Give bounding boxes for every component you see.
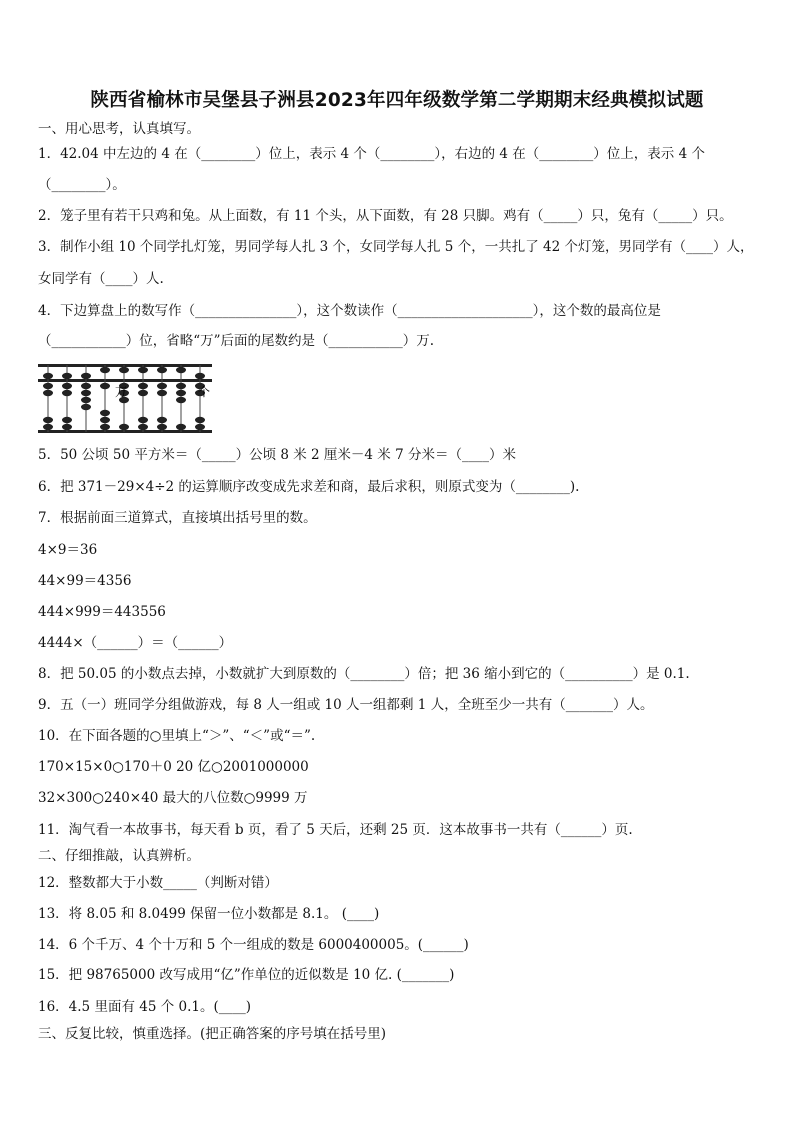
abacus-lower-bead	[100, 417, 110, 423]
question-7-eq-2: 44×99＝4356	[38, 573, 132, 589]
abacus-lower-bead	[195, 424, 205, 430]
section-2-heading: 二、仔细推敲，认真辨析。	[38, 848, 200, 864]
question-4-line-1: 4．下边算盘上的数写作（_______________），这个数读作（____________________），这个数的最高位是	[38, 303, 661, 319]
abacus-lower-bead	[138, 417, 148, 423]
abacus-lower-bead	[62, 417, 72, 423]
question-2: 2．笼子里有若干只鸡和兔。从上面数，有 11 个头，从下面数，有 28 只脚。鸡有（_____）只，兔有（_____）只。	[38, 208, 733, 224]
question-16: 16．4.5 里面有 45 个 0.1。(____)	[38, 999, 251, 1015]
abacus-lower-bead	[81, 397, 91, 403]
abacus-upper-bead	[119, 367, 129, 373]
abacus-lower-bead	[62, 383, 72, 389]
abacus-lower-bead	[176, 424, 186, 430]
section-3-heading: 三、反复比较，慎重选择。(把正确答案的序号填在括号里)	[38, 1026, 387, 1042]
abacus-lower-bead	[81, 404, 91, 410]
abacus-lower-bead	[43, 383, 53, 389]
abacus-bottom-frame	[38, 430, 212, 433]
question-12: 12．整数都大于小数_____（判断对错）	[38, 875, 278, 891]
question-7-eq-1: 4×9＝36	[38, 542, 98, 558]
abacus-lower-bead	[62, 390, 72, 396]
question-1-line-1: 1．42.04 中左边的 4 在（________）位上，表示 4 个（________），右边的 4 在（________）位上，表示 4 个	[38, 146, 705, 162]
abacus-lower-bead	[157, 417, 167, 423]
abacus-lower-bead	[176, 383, 186, 389]
question-7-eq-3: 444×999＝443556	[38, 604, 166, 620]
abacus-lower-bead	[176, 397, 186, 403]
question-3-line-2: 女同学有（____）人.	[38, 271, 164, 287]
question-7-eq-4: 4444×（______）＝（______）	[38, 635, 233, 651]
question-4-line-2: （___________）位，省略“万”后面的尾数约是（___________）万.	[38, 333, 435, 349]
question-14: 14．6 个千万、4 个十万和 5 个一组成的数是 6000400005。(______)	[38, 937, 469, 953]
abacus-figure	[38, 360, 214, 436]
abacus-upper-bead	[81, 373, 91, 379]
abacus-upper-bead	[157, 367, 167, 373]
abacus-lower-bead	[62, 424, 72, 430]
abacus-lower-bead	[100, 410, 110, 416]
question-9: 9．五（一）班同学分组做游戏，每 8 人一组或 10 人一组都剩 1 人，全班至少一共有（_______）人。	[38, 697, 654, 713]
abacus-lower-bead	[138, 390, 148, 396]
abacus-upper-bead	[176, 367, 186, 373]
abacus-wan-label: 万	[115, 385, 128, 399]
abacus-lower-bead	[43, 417, 53, 423]
question-11: 11．淘气看一本故事书，每天看 b 页，看了 5 天后，还剩 25 页．这本故事书一共有（______）页.	[38, 822, 633, 838]
abacus-top-frame	[38, 364, 212, 367]
question-10: 10．在下面各题的○里填上“＞”、“＜”或“＝”.	[38, 728, 316, 744]
question-10-row-2: 32×300○240×40 最大的八位数○9999 万	[38, 790, 308, 806]
abacus-lower-bead	[100, 424, 110, 430]
abacus-lower-bead	[157, 390, 167, 396]
question-7: 7．根据前面三道算式，直接填出括号里的数。	[38, 510, 317, 526]
page-title: 陕西省榆林市吴堡县子洲县2023年四年级数学第二学期期末经典模拟试题	[90, 90, 704, 111]
abacus-lower-bead	[138, 424, 148, 430]
abacus-lower-bead	[138, 383, 148, 389]
abacus-upper-bead	[43, 373, 53, 379]
abacus-lower-bead	[119, 424, 129, 430]
question-6: 6．把 371－29×4÷2 的运算顺序改变成先求差和商，最后求积，则原式变为（________).	[38, 479, 580, 495]
question-10-row-1: 170×15×0○170＋0 20 亿○2001000000	[38, 759, 309, 775]
abacus-lower-bead	[81, 390, 91, 396]
abacus-ge-label: 个	[198, 385, 211, 399]
abacus-lower-bead	[43, 424, 53, 430]
abacus-upper-bead	[195, 373, 205, 379]
abacus-lower-bead	[157, 383, 167, 389]
question-15: 15．把 98765000 改写成用“亿”作单位的近似数是 10 亿. (_______)	[38, 967, 455, 983]
question-13: 13．将 8.05 和 8.0499 保留一位小数都是 8.1。 (____)	[38, 906, 380, 922]
abacus-lower-bead	[176, 390, 186, 396]
question-8: 8．把 50.05 的小数点去掉，小数就扩大到原数的（________）倍；把 36 缩小到它的（__________）是 0.1.	[38, 666, 690, 682]
abacus-lower-bead	[81, 383, 91, 389]
abacus-lower-bead	[195, 417, 205, 423]
abacus-beam	[38, 379, 212, 382]
abacus-lower-bead	[100, 383, 110, 389]
question-5: 5．50 公顷 50 平方米＝（_____）公顷 8 米 2 厘米－4 米 7 分米＝（____）米	[38, 447, 516, 463]
abacus-upper-bead	[62, 373, 72, 379]
question-3-line-1: 3．制作小组 10 个同学扎灯笼，男同学每人扎 3 个，女同学每人扎 5 个，一共扎了 42 个灯笼，男同学有（____）人，	[38, 239, 754, 255]
section-1-heading: 一、用心思考，认真填写。	[38, 121, 200, 137]
abacus-lower-bead	[157, 424, 167, 430]
abacus-lower-bead	[43, 390, 53, 396]
question-1-line-2: （________）。	[38, 177, 126, 193]
abacus-upper-bead	[100, 367, 110, 373]
abacus-upper-bead	[138, 367, 148, 373]
